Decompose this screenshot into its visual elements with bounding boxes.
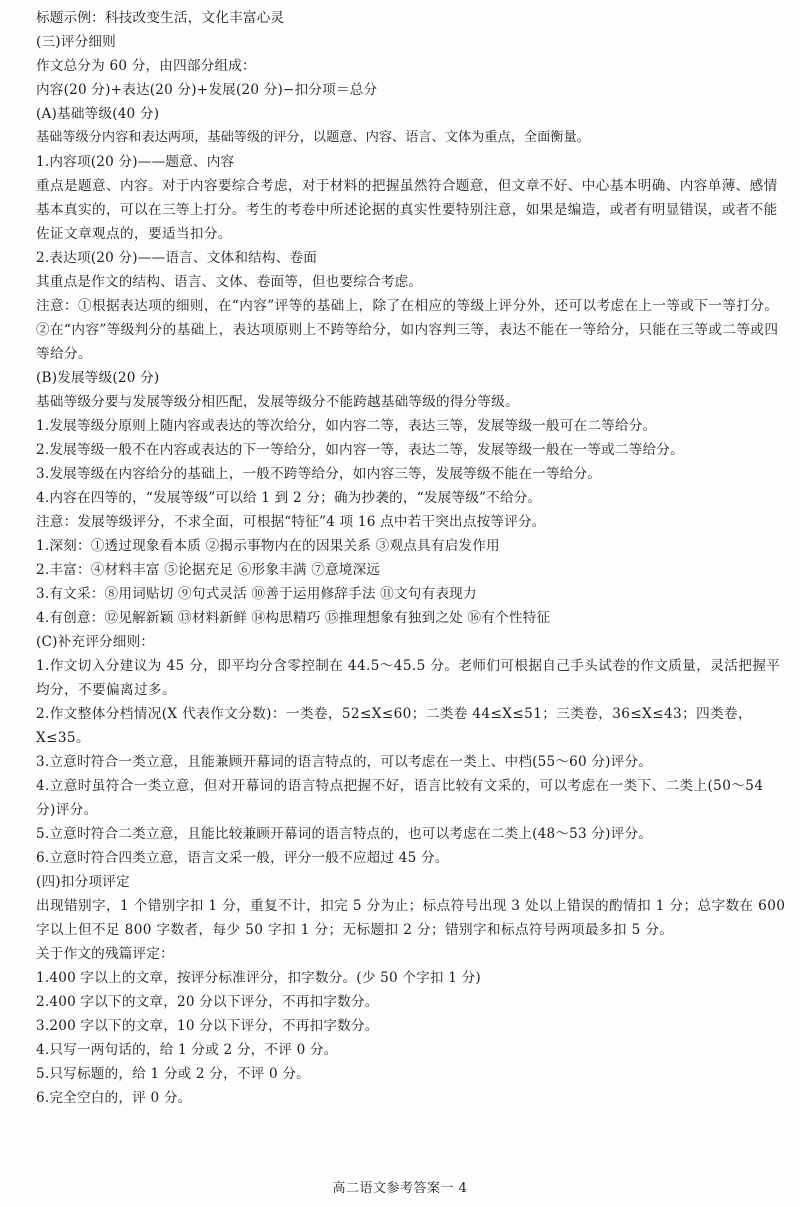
feature-item: 3.有文采：⑧用词贴切 ⑨句式灵活 ⑩善于运用修辞手法 ⑪文句有表现力 bbox=[36, 586, 477, 602]
list-item: 5.只写标题的，给 1 分或 2 分，不评 0 分。 bbox=[36, 1066, 310, 1082]
paragraph: 基础等级分内容和表达两项，基础等级的评分，以题意、内容、语言、文体为重点，全面衡量。 bbox=[36, 130, 590, 145]
list-item: 6.立意时符合四类立意，语言文采一般，评分一般不应超过 45 分。 bbox=[36, 850, 449, 866]
paragraph: 其重点是作文的结构、语言、文体、卷面等，但也要综合考虑。 bbox=[36, 274, 423, 290]
list-item: 3.200 字以下的文章，10 分以下评分，不再扣字数分。 bbox=[36, 1018, 379, 1034]
page-footer: 高二语文参考答案一 4 bbox=[332, 1181, 468, 1196]
document-body bbox=[36, 6, 786, 1110]
note-paragraph: 注意：发展等级评分，不求全面，可根据“特征”4 项 16 点中若干突出点按等评分。 bbox=[36, 514, 546, 530]
list-item: 6.完全空白的，评 0 分。 bbox=[36, 1090, 192, 1106]
list-item: 3.发展等级在内容给分的基础上，一般不跨等给分，如内容三等，发展等级不能在一等给分。 bbox=[36, 466, 602, 482]
list-item: 5.立意时符合二类立意，且能比较兼顾开幕词的语言特点的，也可以考虑在二类上(48～53 分)评分。 bbox=[36, 826, 653, 842]
subheading-supplementary: (C)补充评分细则： bbox=[36, 634, 155, 650]
item-heading: 2.表达项(20 分)——语言、文体和结构、卷面 bbox=[36, 250, 318, 266]
title-example: 标题示例：科技改变生活，文化丰富心灵 bbox=[36, 10, 285, 26]
list-item: 3.立意时符合一类立意，且能兼顾开幕词的语言特点的，可以考虑在一类上、中档(55～60 分)评分。 bbox=[36, 754, 653, 770]
feature-item: 1.深刻：①透过现象看本质 ②揭示事物内在的因果关系 ③观点具有启发作用 bbox=[36, 538, 500, 554]
section-heading-scoring-details: (三)评分细则 bbox=[36, 34, 116, 50]
list-item: 1.400 字以上的文章，按评分标准评分，扣字数分。(少 50 个字扣 1 分) bbox=[36, 970, 481, 986]
list-item: 4.只写一两句话的，给 1 分或 2 分，不评 0 分。 bbox=[36, 1042, 338, 1058]
feature-item: 4.有创意：⑫见解新颖 ⑬材料新鲜 ⑭构思精巧 ⑮推理想象有独到之处 ⑯有个性特征 bbox=[36, 610, 551, 626]
paragraph: 基础等级分要与发展等级分相匹配，发展等级分不能跨越基础等级的得分等级。 bbox=[36, 394, 519, 410]
list-item: 1.作文切入分建议为 45 分，即平均分含零控制在 44.5～45.5 分。老师们可根据自己手头试卷的作文质量，灵活把握平均分，不要偏离过多。 bbox=[36, 658, 781, 698]
paragraph: 重点是题意、内容。对于内容要综合考虑，对于材料的把握虽然符合题意，但文章不好、中心基本明确、内容单薄、感情基本真实的，可以在三等上打分。考生的考卷中所述论据的真实性要特别注意，如果是编造，或者有明显错误，或者不能佐证文章观点的，要适当扣分。 bbox=[36, 178, 778, 242]
list-item: 1.发展等级分原则上随内容或表达的等次给分，如内容二等，表达三等，发展等级一般可在二等给分。 bbox=[36, 418, 657, 434]
list-item: 2.400 字以下的文章，20 分以下评分，不再扣字数分。 bbox=[36, 994, 379, 1010]
list-item: 2.作文整体分档情况(X 代表作文分数)：一类卷，52≤X≤60；二类卷 44≤X≤51；三类卷，36≤X≤43；四类卷，X≤35。 bbox=[36, 706, 753, 746]
subheading-basic-level: (A)基础等级(40 分) bbox=[36, 106, 160, 122]
list-item: 4.内容在四等的，“发展等级”可以给 1 到 2 分；确为抄袭的，“发展等级”不给分。 bbox=[36, 490, 542, 506]
feature-item: 2.丰富：④材料丰富 ⑤论据充足 ⑥形象丰满 ⑦意境深远 bbox=[36, 562, 381, 578]
list-item: 4.立意时虽符合一类立意，但对开幕词的语言特点把握不好，语言比较有文采的，可以考虑在一类下、二类上(50～54 分)评分。 bbox=[36, 778, 764, 818]
section-heading-deductions: (四)扣分项评定 bbox=[36, 874, 130, 890]
subheading-development-level: (B)发展等级(20 分) bbox=[36, 370, 160, 386]
paragraph: 关于作文的残篇评定： bbox=[36, 946, 174, 962]
note-paragraph: 注意：①根据表达项的细则，在“内容”评等的基础上，除了在相应的等级上评分外，还可以考虑在上一等或下一等打分。 bbox=[36, 298, 779, 314]
item-heading: 1.内容项(20 分)——题意、内容 bbox=[36, 154, 235, 170]
list-item: 2.发展等级一般不在内容或表达的下一等给分，如内容一等，表达二等，发展等级一般在一等或二等给分。 bbox=[36, 442, 684, 458]
score-formula: 内容(20 分)+表达(20 分)+发展(20 分)−扣分项＝总分 bbox=[36, 82, 378, 98]
paragraph: 出现错别字，1 个错别字扣 1 分，重复不计，扣完 5 分为止；标点符号出现 3 处以上错误的酌情扣 1 分；总字数在 600 字以上但不足 800 字数者，每少 50 字扣 1 分；无标题扣 2 分；错别字和标点符号两项最多扣 5 分。 bbox=[36, 898, 786, 938]
note-paragraph: ②在“内容”等级判分的基础上，表达项原则上不跨等给分，如内容判三等，表达不能在一等给分，只能在三等或二等或四等给分。 bbox=[36, 322, 779, 362]
total-score-text: 作文总分为 60 分，由四部分组成： bbox=[36, 58, 256, 74]
